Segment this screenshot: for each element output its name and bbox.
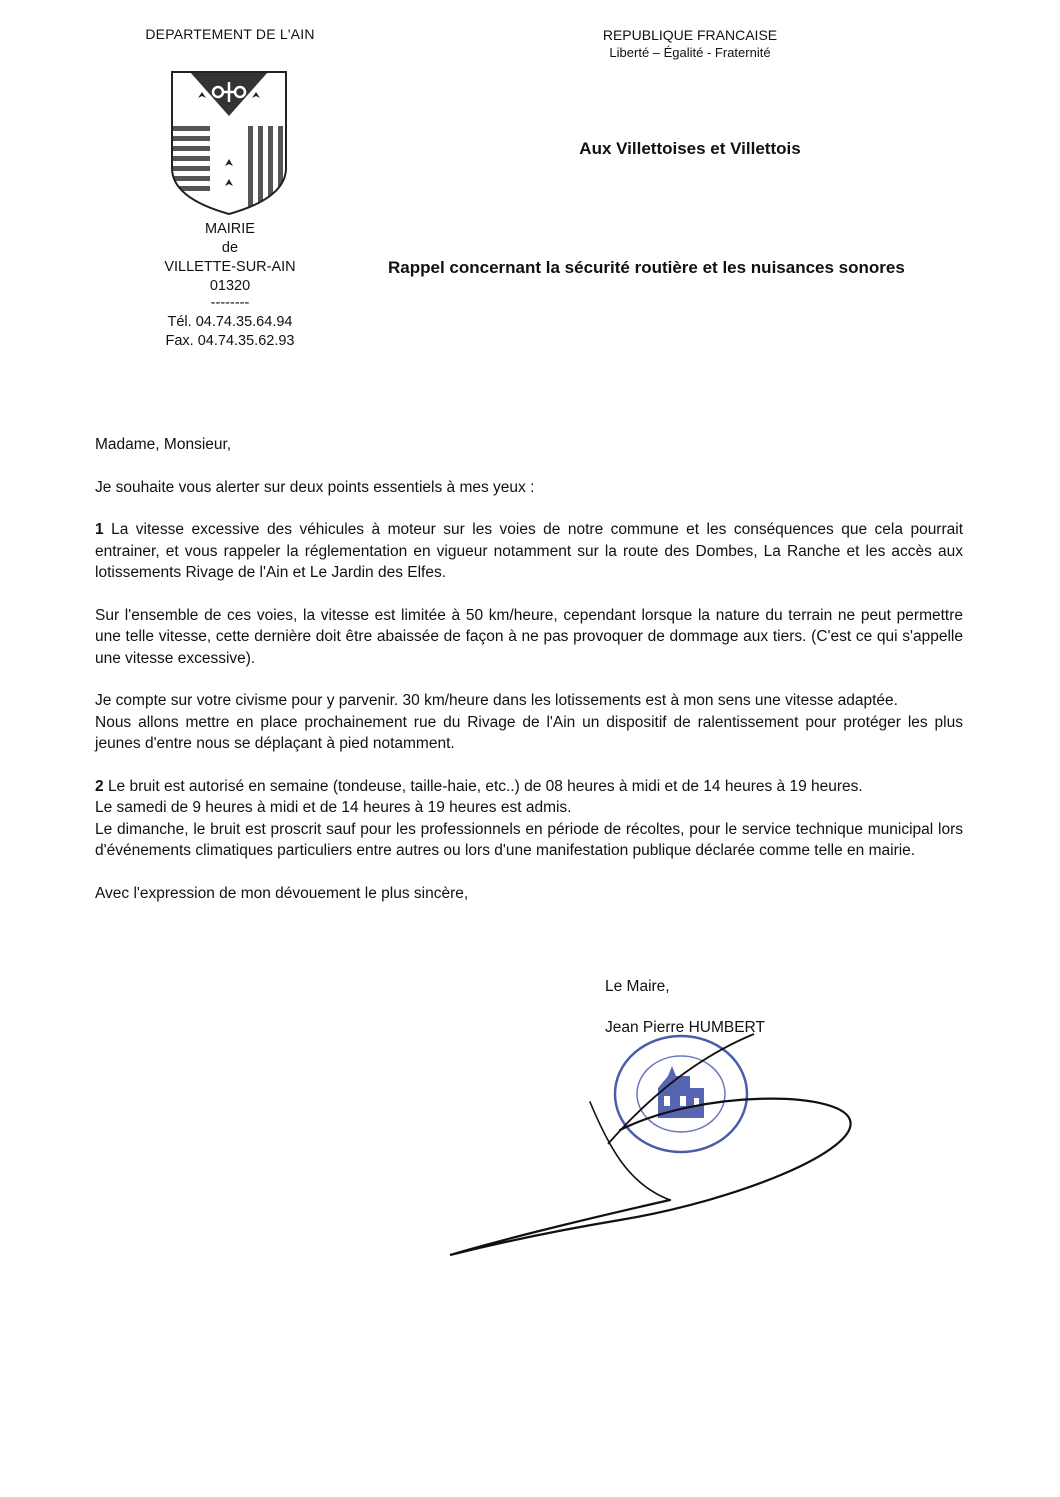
letter-body: [95, 434, 963, 904]
greeting: Madame, Monsieur,: [95, 436, 232, 453]
point-2-number: 2: [95, 777, 104, 795]
device-paragraph: Nous allons mettre en place prochainement rue du Rivage de l'Ain un dispositif de ralentissement pour protéger les plus jeunes d'entre nous se déplaçant à pied notamment.: [95, 713, 963, 752]
mairie-line1: MAIRIE: [205, 221, 255, 237]
point-2-paragraph: [95, 776, 963, 798]
coat-of-arms-icon: [168, 68, 290, 218]
sunday-paragraph: Le dimanche, le bruit est proscrit sauf pour les professionnels en période de récoltes, pour le service technique municipal lors d'événements climatiques particuliers entre autres ou lors d'une manifestation publique déclarée comme telle en mairie.: [95, 820, 963, 859]
intro-paragraph: Je souhaite vous alerter sur deux points essentiels à mes yeux :: [95, 478, 535, 496]
point-1-text: La vitesse excessive des véhicules à moteur sur les voies de notre commune et les conséquences que cela pourrait entrainer, et vous rappeler la réglementation en vigueur notamment sur la route des Dombes, La Ranche et les accès aux lotissements Rivage de l'Ain et Le Jardin des Elfes.: [95, 521, 964, 581]
speed-paragraph: Sur l'ensemble de ces voies, la vitesse est limitée à 50 km/heure, cependant lorsque la nature du terrain ne peut permettre une telle vitesse, cette dernière doit être abaissée de façon à ne pas provoquer de dommage aux tiers. (C'est ce qui s'appelle une vitesse excessive).: [95, 606, 963, 667]
signatory-name: Jean Pierre HUMBERT: [605, 1019, 765, 1036]
republic-title: REPUBLIQUE FRANCAISE: [602, 27, 778, 43]
department-title: DEPARTEMENT DE L'AIN: [145, 26, 315, 42]
point-2-text: Le bruit est autorisé en semaine (tondeuse, taille-haie, etc..) de 08 heures à midi et de 14 heures à 19 heures.: [107, 777, 863, 795]
mairie-phone: Tél. 04.74.35.64.94: [167, 314, 293, 330]
mairie-postcode: 01320: [209, 278, 251, 294]
mairie-address: [110, 220, 350, 351]
addressee: Aux Villettoises et Villettois: [579, 139, 801, 158]
closing-paragraph: Avec l'expression de mon dévouement le plus sincère,: [95, 884, 469, 902]
mairie-separator: --------: [210, 295, 250, 311]
civism-paragraph: Je compte sur votre civisme pour y parvenir. 30 km/heure dans les lotissements est à mon sens une vitesse adaptée.: [95, 692, 898, 709]
mairie-line2: de: [221, 240, 239, 256]
saturday-paragraph: Le samedi de 9 heures à midi et de 14 heures à 19 heures est admis.: [95, 799, 572, 816]
signatory-title: Le Maire,: [605, 978, 670, 995]
republic-motto: Liberté – Égalité - Fraternité: [609, 45, 771, 60]
point-1-paragraph: [95, 519, 963, 584]
letter-subject: Rappel concernant la sécurité routière et les nuisances sonores: [388, 258, 905, 277]
republic-header: [560, 26, 820, 61]
point-1-number: 1: [95, 521, 104, 538]
handwritten-signature-icon: [440, 1090, 860, 1270]
mairie-fax: Fax. 04.74.35.62.93: [165, 333, 295, 349]
mairie-line3: VILLETTE-SUR-AIN: [164, 259, 296, 275]
